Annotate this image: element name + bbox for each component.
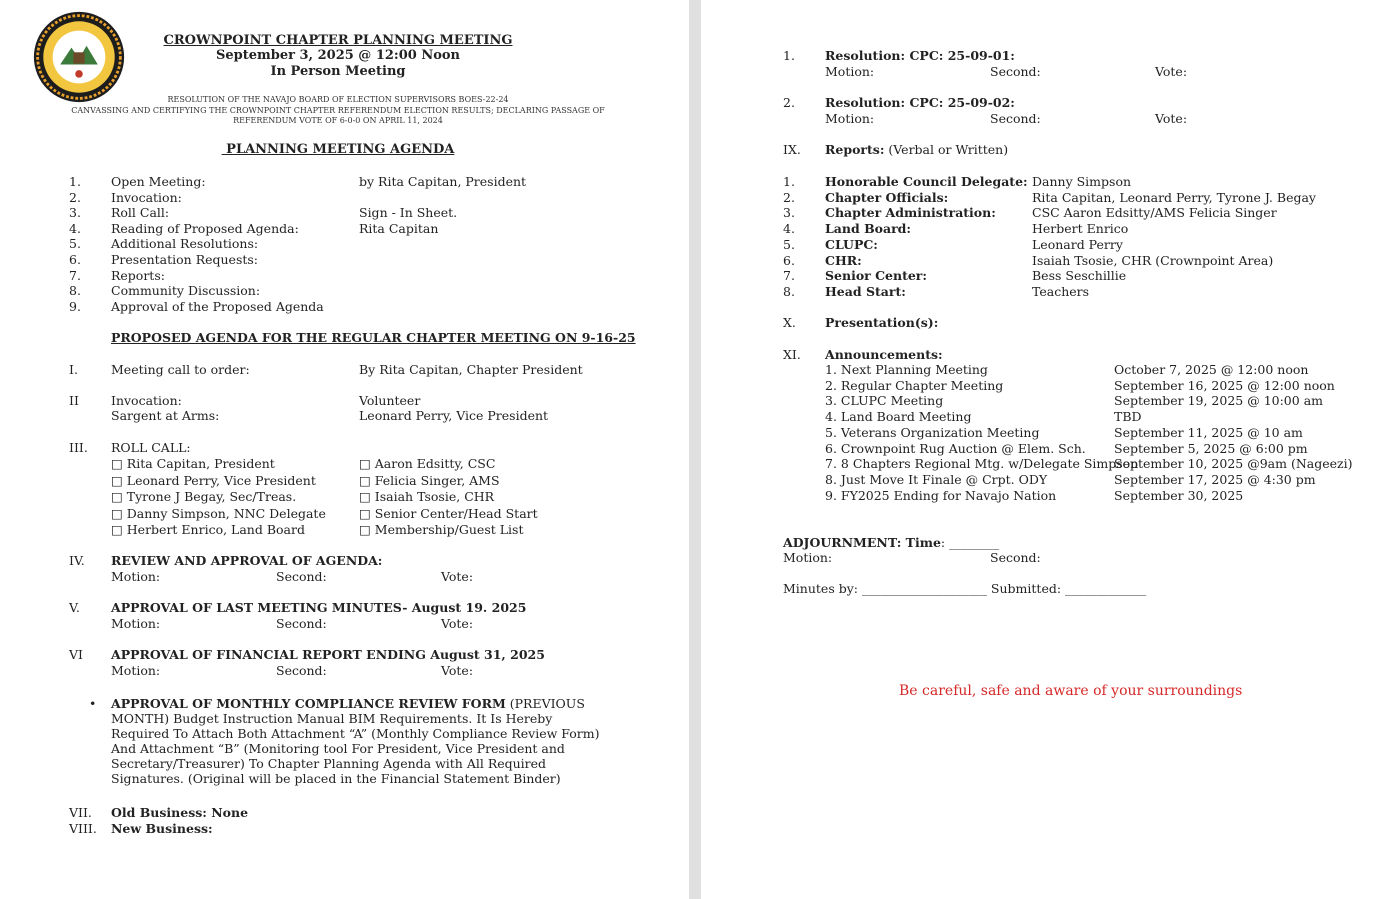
section-num: I. xyxy=(69,362,78,377)
agenda-item-num: 5. xyxy=(69,236,81,252)
motion-label: Motion: xyxy=(783,550,833,565)
section-num: XI. xyxy=(783,347,801,362)
announcement-item-date: September 16, 2025 @ 12:00 noon xyxy=(1114,377,1335,393)
agenda-item-num: 1. xyxy=(69,174,81,189)
report-item-num: 3. xyxy=(783,205,795,221)
invocation-label: Invocation: xyxy=(111,393,182,408)
report-item-num: 5. xyxy=(783,236,795,252)
resolution-num: 1. xyxy=(783,48,795,63)
vote-label: Vote: xyxy=(441,569,474,584)
meeting-title: CROWNPOINT CHAPTER PLANNING MEETING xyxy=(163,33,513,48)
roll-call-checkbox-item: □ Membership/Guest List xyxy=(359,522,524,537)
call-to-order-label: Meeting call to order: xyxy=(111,362,250,377)
announcement-item-date: September 11, 2025 @ 10 am xyxy=(1114,424,1303,440)
call-to-order-value: By Rita Capitan, Chapter President xyxy=(359,362,583,377)
announcement-item-label: 9. FY2025 Ending for Navajo Nation xyxy=(825,487,1057,503)
report-item-label: Honorable Council Delegate: xyxy=(825,174,1028,189)
section-num: VI xyxy=(69,647,83,662)
report-item-value: Rita Capitan, Leonard Perry, Tyrone J. Begay xyxy=(1032,189,1316,205)
adjournment-line xyxy=(783,535,999,550)
meeting-mode: In Person Meeting xyxy=(270,64,406,79)
roll-call-checkbox-item: □ Leonard Perry, Vice President xyxy=(111,472,316,488)
roll-call-checkbox-item: □ Isaiah Tsosie, CHR xyxy=(359,489,495,504)
agenda-item-label: Invocation: xyxy=(111,189,182,205)
roll-call-checkbox-item: □ Felicia Singer, AMS xyxy=(359,472,500,488)
report-item-value: Teachers xyxy=(1032,283,1090,299)
invocation-value: Volunteer xyxy=(359,393,421,408)
second-label: Second: xyxy=(276,663,327,678)
compliance-review-title: APPROVAL OF MONTHLY COMPLIANCE REVIEW FORM xyxy=(111,696,506,711)
section-num: X. xyxy=(783,315,796,330)
compliance-review-paragraph xyxy=(111,696,605,786)
section-num: II xyxy=(69,393,79,408)
report-item-num: 8. xyxy=(783,283,795,299)
report-item-value: Bess Seschillie xyxy=(1032,268,1127,284)
announcement-item-label: 1. Next Planning Meeting xyxy=(825,362,988,377)
sargent-label: Sargent at Arms: xyxy=(111,408,220,423)
second-label: Second: xyxy=(990,550,1041,565)
section-num: III. xyxy=(69,440,88,455)
announcement-item-label: 3. CLUPC Meeting xyxy=(825,393,944,409)
vote-label: Vote: xyxy=(441,616,474,631)
resolution-label: Resolution: CPC: 25-09-01: xyxy=(825,48,1015,63)
agenda-item-label: Approval of the Proposed Agenda xyxy=(111,298,324,314)
agenda-item-label: Community Discussion: xyxy=(111,283,261,299)
agenda-item-num: 6. xyxy=(69,252,81,267)
report-item-num: 6. xyxy=(783,252,795,268)
agenda-item-label: Presentation Requests: xyxy=(111,252,259,267)
agenda-item-num: 2. xyxy=(69,189,81,205)
motion-label: Motion: xyxy=(111,569,161,584)
page-right xyxy=(701,0,1389,899)
agenda-item-value: by Rita Capitan, President xyxy=(359,174,527,189)
announcement-item-label: 7. 8 Chapters Regional Mtg. w/Delegate Simpson xyxy=(825,456,1139,472)
agenda-item-num: 8. xyxy=(69,283,81,299)
agenda-item-value: Sign - In Sheet. xyxy=(359,205,458,221)
presentations-label: Presentation(s): xyxy=(825,315,939,330)
resolution-line-2: CANVASSING AND CERTIFYING THE CROWNPOINT CHAPTER REFERENDUM ELECTION RESULTS; DECLARING PASSAGE OF xyxy=(71,106,605,115)
roll-call-checkbox-item: □ Senior Center/Head Start xyxy=(359,505,538,521)
meeting-date: September 3, 2025 @ 12:00 Noon xyxy=(215,48,461,63)
second-label: Second: xyxy=(276,569,327,584)
agenda-item-label: Reading of Proposed Agenda: xyxy=(111,220,299,236)
announcements-label: Announcements: xyxy=(825,347,943,362)
report-item-label: Senior Center: xyxy=(825,268,928,284)
new-business-label: New Business: xyxy=(111,821,213,836)
agenda-item-value: Rita Capitan xyxy=(359,220,439,236)
report-item-num: 7. xyxy=(783,268,795,284)
resolution-line-1: RESOLUTION OF THE NAVAJO BOARD OF ELECTION SUPERVISORS BOES-22-24 xyxy=(167,95,509,104)
section-num: VII. xyxy=(69,805,92,820)
agenda-item-num: 4. xyxy=(69,220,81,236)
section-num: VIII. xyxy=(69,821,97,836)
motion-label: Motion: xyxy=(111,663,161,678)
roll-call-checkbox-item: □ Danny Simpson, NNC Delegate xyxy=(111,505,326,521)
announcement-item-date: September 30, 2025 xyxy=(1114,487,1244,503)
report-item-label: Chapter Officials: xyxy=(825,189,949,205)
adjournment-time-blank: : ________ xyxy=(940,535,1000,550)
report-item-label: Land Board: xyxy=(825,221,912,237)
proposed-agenda-title: PROPOSED AGENDA FOR THE REGULAR CHAPTER MEETING ON 9-16-25 xyxy=(111,330,636,345)
announcement-item-label: 6. Crownpoint Rug Auction @ Elem. Sch. xyxy=(825,440,1086,456)
section-num: IX. xyxy=(783,142,801,157)
motion-label: Motion: xyxy=(111,616,161,631)
report-item-value: Herbert Enrico xyxy=(1032,221,1129,237)
report-item-value: Danny Simpson xyxy=(1032,174,1132,189)
announcement-item-date: September 17, 2025 @ 4:30 pm xyxy=(1114,471,1316,487)
navajo-seal-logo xyxy=(32,10,126,104)
resolution-label: Resolution: CPC: 25-09-02: xyxy=(825,95,1015,110)
report-item-label: Chapter Administration: xyxy=(825,205,996,221)
agenda-item-label: Additional Resolutions: xyxy=(111,236,259,252)
roll-call-label: ROLL CALL: xyxy=(111,440,191,455)
planning-agenda-title: PLANNING MEETING AGENDA xyxy=(221,142,455,157)
second-label: Second: xyxy=(276,616,327,631)
resolution-num: 2. xyxy=(783,95,795,110)
minutes-approval-label: APPROVAL OF LAST MEETING MINUTES- August 19. 2025 xyxy=(111,600,527,615)
adjournment-label: ADJOURNMENT: Time xyxy=(783,535,941,550)
second-label: Second: xyxy=(990,111,1041,126)
bullet-icon: • xyxy=(89,696,97,711)
motion-label: Motion: xyxy=(825,111,875,126)
reports-label: Reports: xyxy=(825,142,885,157)
report-item-label: Head Start: xyxy=(825,283,906,299)
announcement-item-date: October 7, 2025 @ 12:00 noon xyxy=(1114,362,1309,377)
report-item-value: Leonard Perry xyxy=(1032,236,1123,252)
announcement-item-label: 4. Land Board Meeting xyxy=(825,409,972,425)
reports-note: (Verbal or Written) xyxy=(884,142,1009,157)
review-agenda-label: REVIEW AND APPROVAL OF AGENDA: xyxy=(111,553,383,568)
agenda-item-num: 7. xyxy=(69,267,81,283)
announcement-item-label: 5. Veterans Organization Meeting xyxy=(825,424,1040,440)
report-item-num: 1. xyxy=(783,174,795,189)
report-item-label: CLUPC: xyxy=(825,236,878,252)
agenda-item-label: Roll Call: xyxy=(111,205,170,221)
announcement-item-date: September 19, 2025 @ 10:00 am xyxy=(1114,393,1323,409)
roll-call-checkbox-item: □ Tyrone J Begay, Sec/Treas. xyxy=(111,489,297,504)
resolution-line-3: REFERENDUM VOTE OF 6-0-0 ON APRIL 11, 2024 xyxy=(233,116,443,125)
vote-label: Vote: xyxy=(1155,111,1188,126)
page-left xyxy=(0,0,689,899)
agenda-item-num: 9. xyxy=(69,298,81,314)
roll-call-checkbox-item: □ Aaron Edsitty, CSC xyxy=(359,456,496,471)
report-item-num: 2. xyxy=(783,189,795,205)
agenda-item-label: Reports: xyxy=(111,267,165,283)
second-label: Second: xyxy=(990,64,1041,79)
roll-call-checkbox-item: □ Herbert Enrico, Land Board xyxy=(111,522,305,537)
report-item-value: Isaiah Tsosie, CHR (Crownpoint Area) xyxy=(1032,252,1274,268)
compliance-review-text: (PREVIOUS MONTH) Budget Instruction Manual BIM Requirements. It Is Hereby Required To Attach Both Attachment “A” (Monthly Compliance Review Form) And Attachment “B” (Monitoring tool For President, Vice President and Secretary/Treasurer) To Chapter Planning Agenda with All Required Signatures. (Original will be placed in the Financial Statement Binder) xyxy=(111,696,600,786)
vote-label: Vote: xyxy=(441,663,474,678)
roll-call-checkbox-item: □ Rita Capitan, President xyxy=(111,456,275,471)
announcement-item-label: 8. Just Move It Finale @ Crpt. ODY xyxy=(825,471,1048,487)
agenda-item-num: 3. xyxy=(69,205,81,221)
motion-label: Motion: xyxy=(825,64,875,79)
report-item-value: CSC Aaron Edsitty/AMS Felicia Singer xyxy=(1032,205,1277,221)
financial-report-label: APPROVAL OF FINANCIAL REPORT ENDING August 31, 2025 xyxy=(111,647,545,662)
vote-label: Vote: xyxy=(1155,64,1188,79)
announcement-item-label: 2. Regular Chapter Meeting xyxy=(825,377,1004,393)
agenda-item-label: Open Meeting: xyxy=(111,174,206,189)
section-num: V. xyxy=(69,600,80,615)
announcement-item-date: TBD xyxy=(1114,409,1142,425)
minutes-submitted-line: Minutes by: ____________________ Submitted: _____________ xyxy=(783,581,1147,596)
sargent-value: Leonard Perry, Vice President xyxy=(359,408,549,423)
old-business-label: Old Business: None xyxy=(111,805,249,820)
report-item-label: CHR: xyxy=(825,252,862,268)
reports-heading xyxy=(825,142,1008,157)
safety-reminder: Be careful, safe and aware of your surroundings xyxy=(899,683,1243,699)
announcement-item-date: September 10, 2025 @9am (Nageezi) xyxy=(1114,456,1353,472)
section-num: IV. xyxy=(69,553,85,568)
report-item-num: 4. xyxy=(783,221,795,237)
announcement-item-date: September 5, 2025 @ 6:00 pm xyxy=(1114,440,1308,456)
